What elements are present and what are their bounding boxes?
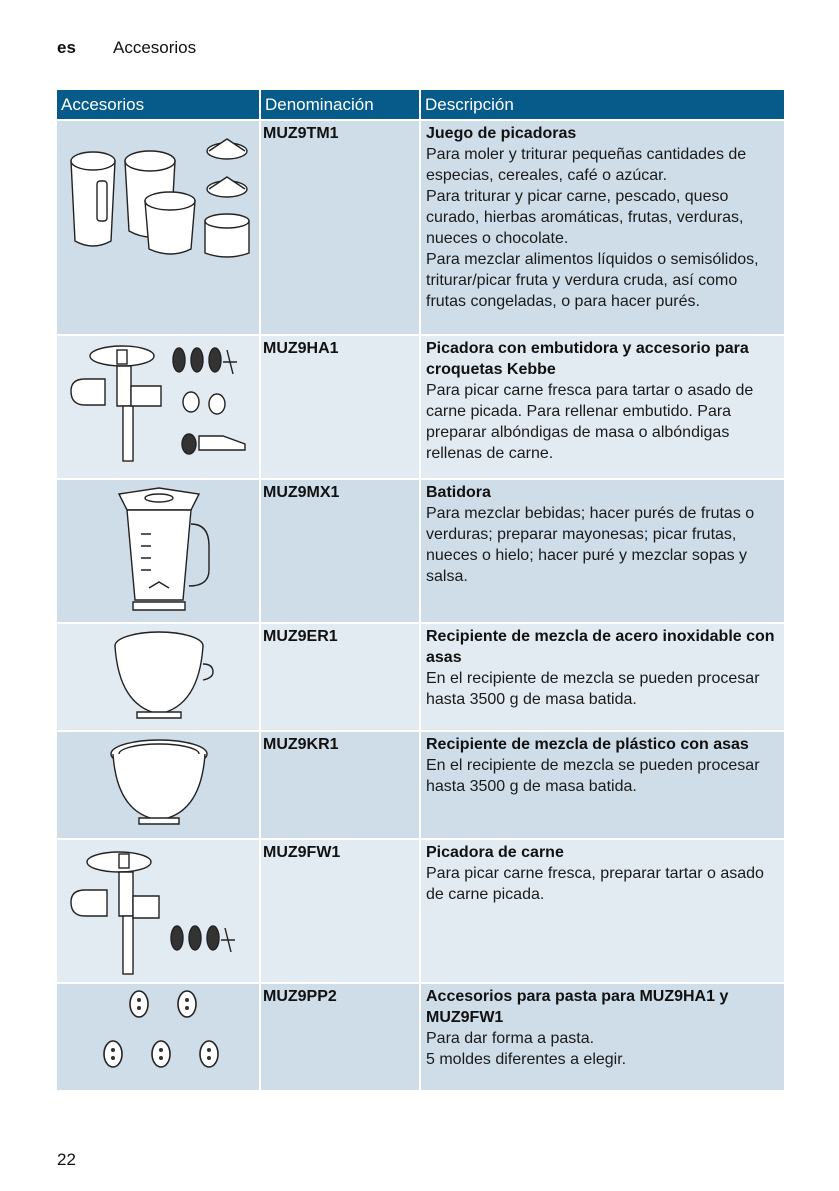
page-header <box>57 38 196 58</box>
column-header-description: Descripción <box>420 90 784 120</box>
accessory-code: MUZ9HA1 <box>260 335 420 479</box>
table-row <box>57 335 784 479</box>
accessories-table <box>57 90 784 1090</box>
meat-grinder-illustration <box>57 840 260 982</box>
description-title: Batidora <box>426 484 491 501</box>
accessory-code: MUZ9MX1 <box>260 479 420 623</box>
plastic-bowl-illustration <box>57 732 260 838</box>
table-row <box>57 479 784 623</box>
accessory-image-cell <box>57 983 260 1090</box>
description-cell <box>420 839 784 983</box>
steel-bowl-illustration <box>57 624 260 730</box>
description-cell <box>420 983 784 1090</box>
description-text: Para mezclar bebidas; hacer purés de frutas o verduras; preparar mayonesas; picar frutas, nueces o hielo; hacer puré y mezclar sopas y salsa. <box>426 505 755 585</box>
table-row <box>57 839 784 983</box>
page-number: 22 <box>57 1150 76 1169</box>
blender-illustration <box>57 480 260 622</box>
accessory-code: MUZ9PP2 <box>260 983 420 1090</box>
description-cell <box>420 335 784 479</box>
accessory-code: MUZ9ER1 <box>260 623 420 731</box>
table-row <box>57 120 784 335</box>
accessory-image-cell <box>57 479 260 623</box>
accessory-image-cell <box>57 120 260 335</box>
description-cell <box>420 120 784 335</box>
accessory-image-cell <box>57 839 260 983</box>
description-text: Para picar carne fresca para tartar o asado de carne picada. Para rellenar embutido. Para preparar albóndigas de masa o albóndigas rellenas de carne. <box>426 382 754 462</box>
column-header-name: Denominación <box>260 90 420 120</box>
description-text: Para dar forma a pasta. 5 moldes diferentes a elegir. <box>426 1030 627 1068</box>
accessory-image-cell <box>57 335 260 479</box>
description-cell <box>420 623 784 731</box>
description-text: En el recipiente de mezcla se pueden procesar hasta 3500 g de masa batida. <box>426 757 760 795</box>
chopper-set-illustration <box>57 121 260 334</box>
description-title: Recipiente de mezcla de plástico con asas <box>426 736 749 753</box>
section-title: Accesorios <box>113 38 197 57</box>
description-title: Picadora con embutidora y accesorio para croquetas Kebbe <box>426 340 749 378</box>
grinder-stuffer-illustration <box>57 336 260 478</box>
language-code: es <box>57 38 76 57</box>
description-cell <box>420 479 784 623</box>
description-title: Accesorios para pasta para MUZ9HA1 y MUZ9FW1 <box>426 988 729 1026</box>
table-row <box>57 731 784 839</box>
table-row <box>57 623 784 731</box>
accessory-image-cell <box>57 623 260 731</box>
description-text: En el recipiente de mezcla se pueden procesar hasta 3500 g de masa batida. <box>426 670 760 708</box>
accessory-code: MUZ9TM1 <box>260 120 420 335</box>
accessory-image-cell <box>57 731 260 839</box>
pasta-discs-illustration <box>57 984 260 1090</box>
description-title: Picadora de carne <box>426 844 564 861</box>
description-title: Juego de picadoras <box>426 125 577 142</box>
description-text: Para picar carne fresca, preparar tartar o asado de carne picada. <box>426 865 764 903</box>
description-cell <box>420 731 784 839</box>
accessory-code: MUZ9KR1 <box>260 731 420 839</box>
column-header-accessories: Accesorios <box>57 90 260 120</box>
description-text: Para moler y triturar pequeñas cantidades de especias, cereales, café o azúcar. Para triturar y picar carne, pescado, queso curado, hierbas aromáticas, frutas, verduras, nueces o chocolate. Para mezclar alimentos líquidos o semisólidos, triturar/picar fruta y verdura cruda, así como frutas congeladas, o para hacer purés. <box>426 146 759 310</box>
description-title: Recipiente de mezcla de acero inoxidable con asas <box>426 628 775 666</box>
table-row <box>57 983 784 1090</box>
accessory-code: MUZ9FW1 <box>260 839 420 983</box>
